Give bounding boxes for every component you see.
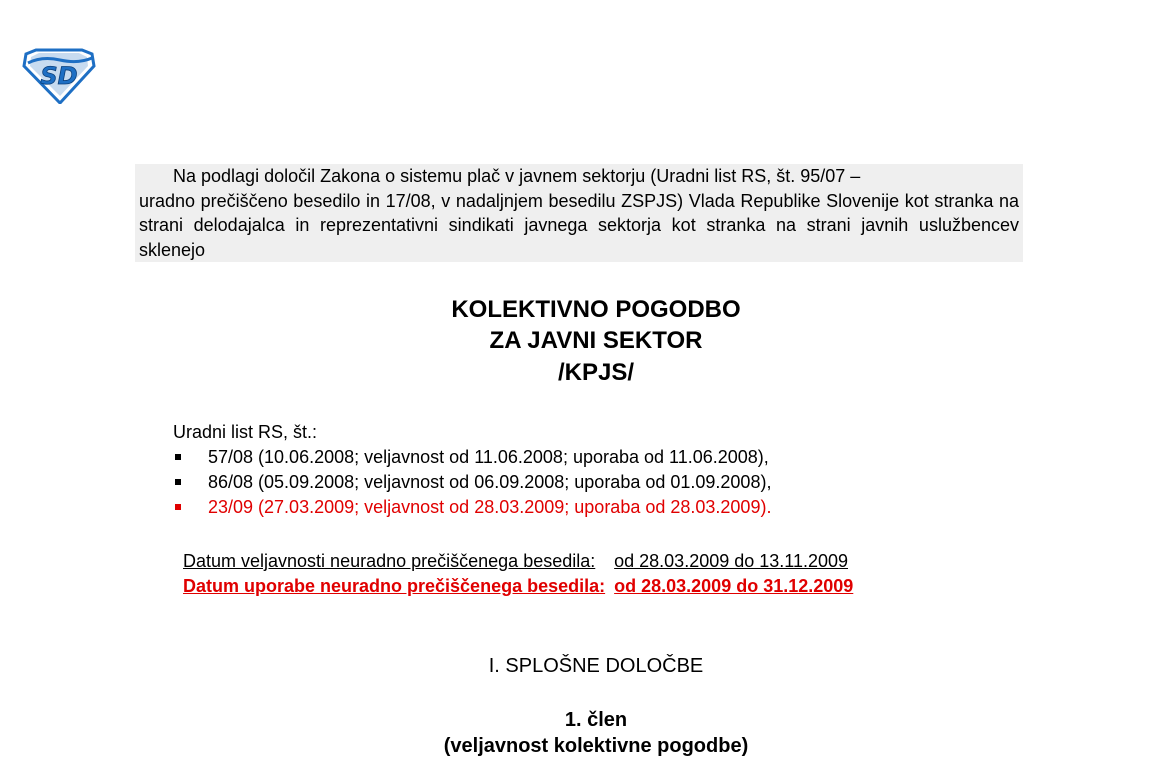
square-bullet-icon [175, 454, 181, 460]
document-title-line-3: /KPJS/ [557, 359, 635, 386]
gazette-heading: Uradni list RS, št.: [173, 422, 318, 442]
use-label: Datum uporabe neuradno prečiščenega besedila: [183, 576, 606, 596]
gazette-item [173, 445, 973, 470]
dates-table [183, 549, 853, 599]
chapter-heading: I. SPLOŠNE DOLOČBE [488, 655, 704, 677]
article-heading: 1. člen [564, 709, 628, 731]
intro-rest: uradno prečiščeno besedilo in 17/08, v nadaljnjem besedilu ZSPJS) Vlada Republike Slovenije kot stranka na strani delodajalca in reprezentativni sindikati javnega sektorja kot stranka na strani javnih uslužbencev sklenejo [139, 190, 1019, 260]
gazette-item-current [173, 495, 973, 520]
gazette-item-text: 57/08 (10.06.2008; veljavnost od 11.06.2008; uporaba od 11.06.2008), [208, 447, 769, 467]
document-title-line-1: KOLEKTIVNO POGODBO [451, 296, 741, 323]
document-title-line-2: ZA JAVNI SEKTOR [489, 327, 703, 354]
validity-value: od 28.03.2009 do 13.11.2009 [614, 551, 849, 571]
sd-logo-icon [22, 48, 96, 104]
gazette-item-text: 23/09 (27.03.2009; veljavnost od 28.03.2009; uporaba od 28.03.2009). [208, 497, 772, 517]
use-value: od 28.03.2009 do 31.12.2009 [614, 576, 854, 596]
use-row [183, 574, 853, 599]
validity-row [183, 549, 853, 574]
intro-first-line: Na podlagi določil Zakona o sistemu plač v javnem sektorju (Uradni list RS, št. 95/07 – [173, 166, 861, 186]
intro-paragraph [135, 164, 1023, 262]
square-bullet-icon [175, 504, 181, 510]
logo-lettering: SD [40, 62, 78, 90]
gazette-item-text: 86/08 (05.09.2008; veljavnost od 06.09.2008; uporaba od 01.09.2008), [208, 472, 772, 492]
gazette-list [173, 420, 973, 520]
gazette-items [173, 445, 973, 520]
article-subheading: (veljavnost kolektivne pogodbe) [443, 735, 749, 757]
validity-label: Datum veljavnosti neuradno prečiščenega besedila: [183, 551, 596, 571]
gazette-item [173, 470, 973, 495]
square-bullet-icon [175, 479, 181, 485]
